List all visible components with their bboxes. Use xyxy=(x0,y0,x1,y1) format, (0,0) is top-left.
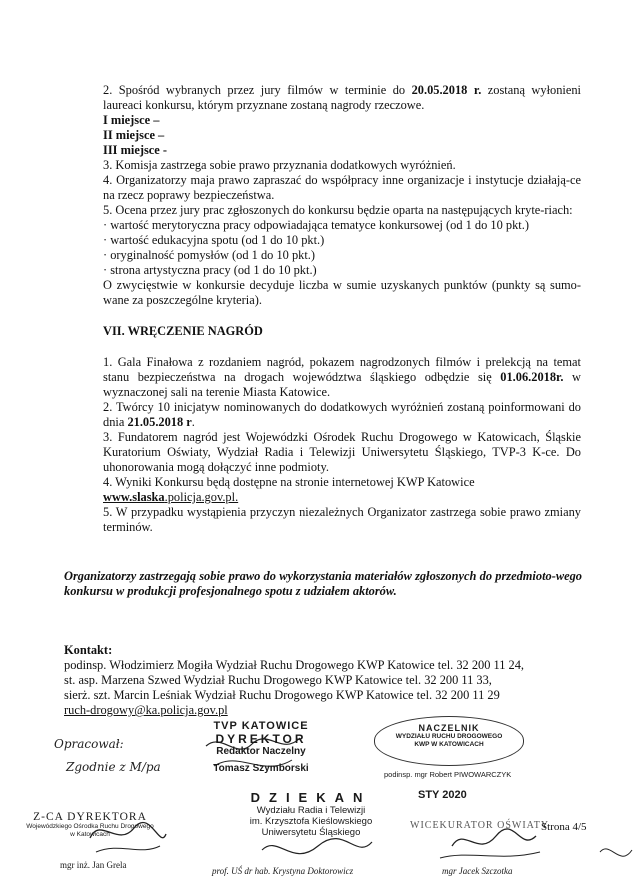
gala-date: 01.06.2018r. xyxy=(500,370,564,384)
paragraph-4: 4. Organizatorzy maja prawo zapraszać do współpracy inne organizacje i instytucje działają-ce na rzecz poprawy bezpieczeństwa. xyxy=(103,173,581,202)
first-place: I miejsce – xyxy=(103,113,160,127)
awards-item-2: 2. Twórcy 10 inicjatyw nominowanych do dodatkowych wyróżnień zostaną poinformowani do dnia 21.05.2018 r. xyxy=(103,400,581,429)
handwritten-note-1: Opracował: xyxy=(54,737,124,751)
criterion-2: · wartość edukacyjna spotu (od 1 do 10 pkt.) xyxy=(103,233,325,247)
page-number: Strona 4/5 xyxy=(541,821,587,833)
dziekan-stamp: DZIEKAN Wydziału Radia i Telewizji im. Krzysztofa Kieślowskiego Uniwersytetu Śląskiego xyxy=(249,790,373,838)
criterion-1: · wartość merytoryczna pracy odpowiadająca tematyce konkursowej (od 1 do 10 pkt.) xyxy=(103,218,529,232)
awards-item-3: 3. Fundatorem nagród jest Wojewódzki Ośrodek Ruchu Drogowego w Katowicach, Śląskie Kuratorium Oświaty, Wydział Radia i Telewizji Uniwersytetu Śląskiego, TVP-3 K-ce. Do uhonorowania mogą dołączyć inne podmioty. xyxy=(103,430,581,474)
date-stamp: STY 2020 xyxy=(418,789,467,801)
notify-date: 21.05.2018 r xyxy=(127,415,192,429)
paragraph-2: 2. Spośród wybranych przez jury filmów w terminie do 20.05.2018 r. zostaną wyłonieni laureaci konkursu, którym przyznane zostaną nagrody rzeczowe. xyxy=(103,83,581,112)
deputy-director-name: mgr inż. Jan Grela xyxy=(60,860,127,870)
deputy-director-stamp: Z-CA DYREKTORA Wojewódzkiego Ośrodka Ruchu Drogowego w Katowicach xyxy=(26,811,154,838)
dean-name: prof. UŚ dr hab. Krystyna Doktorowicz xyxy=(212,866,354,876)
deadline-date: 20.05.2018 r. xyxy=(411,83,482,97)
criterion-3: · oryginalność pomysłów (od 1 do 10 pkt.) xyxy=(103,248,315,262)
contact-title: Kontakt: xyxy=(64,643,113,657)
vice-curator-name: mgr Jacek Szczotka xyxy=(442,866,513,876)
second-place: II miejsce – xyxy=(103,128,165,142)
awards-item-5: 5. W przypadku wystąpienia przyczyn niezależnych Organizator zastrzega sobie prawo zmiany terminów. xyxy=(103,505,581,534)
handwritten-note-2: Zgodnie z M/pa xyxy=(66,760,161,774)
results-link[interactable]: www.slaska.policja.gov.pl. xyxy=(103,490,239,504)
awards-item-1: 1. Gala Finałowa z rozdaniem nagród, pokazem nagrodzonych filmów i prelekcją na temat stanu bezpieczeństwa na drogach województwa śląskiego odbędzie się 01.06.2018r. w wyznaczonej sali na terenie Miasta Katowice. xyxy=(103,355,581,399)
paragraph-3: 3. Komisja zastrzega sobie prawo przyznania dodatkowych wyróżnień. xyxy=(103,158,456,172)
organizers-note: Organizatorzy zastrzegają sobie prawo do wykorzystania materiałów zgłoszonych do przedmioto-wego konkursu w produkcji profesjonalnego spotu z udziałem aktorów. xyxy=(64,569,582,598)
awards-item-4: 4. Wyniki Konkursu będą dostępne na stronie internetowej KWP Katowice xyxy=(103,475,475,489)
naczelnik-stamp: NACZELNIK WYDZIAŁU RUCHU DROGOWEGO KWP W KATOWICACH xyxy=(374,716,524,766)
contact-email-link[interactable]: ruch-drogowy@ka.policja.gov.pl xyxy=(64,703,228,717)
paragraph-6: O zwycięstwie w konkursie decyduje liczba w sumie uzyskanych punktów (punkty są sumo-wane za poszczególne kryteria). xyxy=(103,278,581,307)
contact-line-2: st. asp. Marzena Szwed Wydział Ruchu Drogowego KWP Katowice tel. 32 200 11 33, xyxy=(64,673,492,687)
criterion-4: · strona artystyczna pracy (od 1 do 10 pkt.) xyxy=(103,263,317,277)
contact-line-3: sierż. szt. Marcin Leśniak Wydział Ruchu Drogowego KWP Katowice tel. 32 200 11 29 xyxy=(64,688,500,702)
contact-line-1: podinsp. Włodzimierz Mogiła Wydział Ruchu Drogowego KWP Katowice tel. 32 200 11 24, xyxy=(64,658,525,672)
third-place: III miejsce - xyxy=(103,143,167,157)
vice-curator-stamp: WICEKURATOR OŚWIATY xyxy=(410,820,550,831)
paragraph-5: 5. Ocena przez jury prac zgłoszonych do konkursu będzie oparta na następujących kryte-riach: xyxy=(103,203,573,217)
tvp-stamp: TVP KATOWICE DYREKTOR Redaktor Naczelny Tomasz Szymborski xyxy=(213,720,309,774)
section-heading: VII. WRĘCZENIE NAGRÓD xyxy=(103,324,263,338)
naczelnik-name: podinsp. mgr Robert PIWOWARCZYK xyxy=(384,770,512,779)
